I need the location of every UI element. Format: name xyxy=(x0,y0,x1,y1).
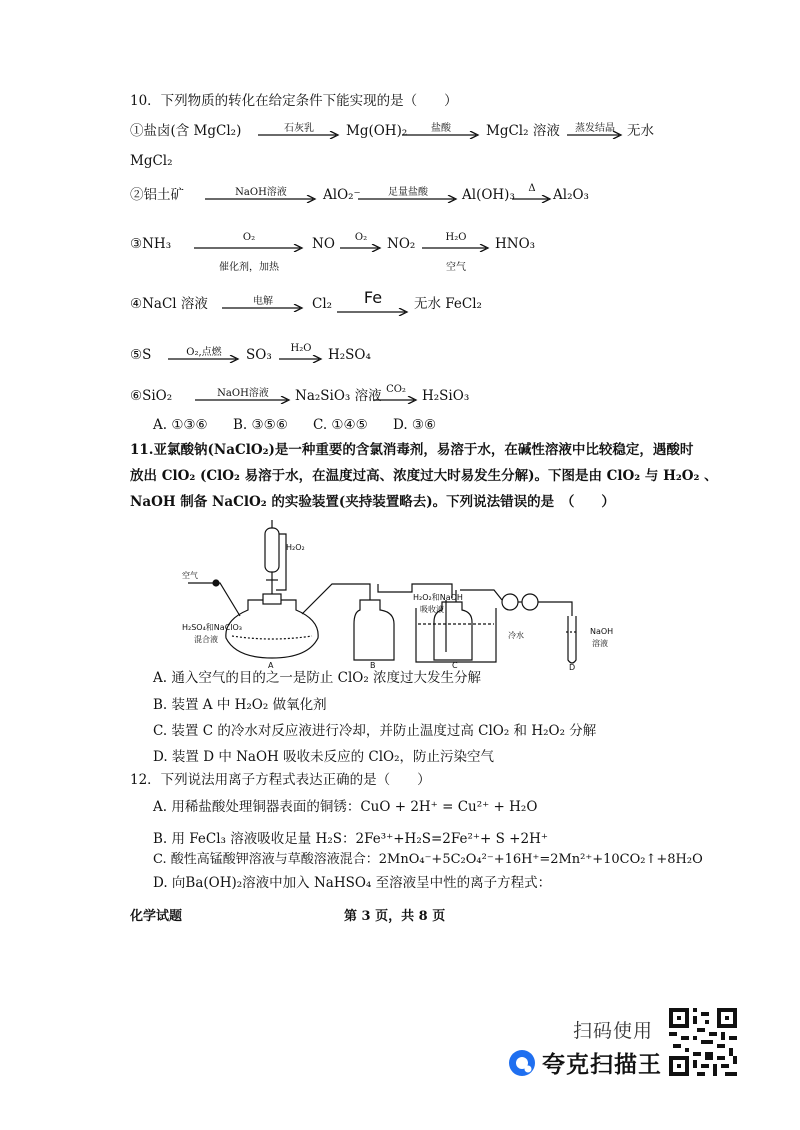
footer-subject: 化学试题 xyxy=(130,909,183,924)
q12-option-b: B. 用 FeCl₃ 溶液吸收足量 H₂S：2Fe³⁺+H₂S=2Fe²⁺+ S +2H⁺ xyxy=(153,831,548,847)
r3-c: NO₂ xyxy=(387,236,416,252)
r1-start: ①盐卤(含 MgCl₂) xyxy=(130,123,242,139)
r4-b: Cl₂ xyxy=(312,296,333,312)
q11-option-c: C. 装置 C 的冷水对反应液进行冷却，并防止温度过高 ClO₂ 和 H₂O₂ 分解 xyxy=(153,723,597,739)
q11-option-a: A. 通入空气的目的之一是防止 ClO₂ 浓度过大发生分解 xyxy=(153,670,482,686)
q12-option-d: D. 向Ba(OH)₂溶液中加入 NaHSO₄ 至溶液呈中性的离子方程式： xyxy=(153,875,552,891)
q11-line3: NaOH 制备 NaClO₂ 的实验装置(夹持装置略去)。下列说法错误的是 （ ） xyxy=(130,494,615,510)
r6-c: H₂SiO₃ xyxy=(422,388,470,404)
app-logo xyxy=(508,1046,662,1079)
r3-arrow2: O₂ xyxy=(340,244,382,252)
r1-arrow1: 石灰乳 xyxy=(258,131,340,139)
r1-arrow2: 盐酸 xyxy=(402,131,480,139)
r4-c: 无水 FeCl₂ xyxy=(414,296,482,312)
q10-option-b: B. ③⑤⑥ xyxy=(233,417,288,433)
r1-d2: MgCl₂ xyxy=(130,153,173,169)
label-cold: 冷水 xyxy=(508,631,524,640)
q10-option-d: D. ③⑥ xyxy=(393,417,437,433)
r2-arrow1: NaOH溶液 xyxy=(205,195,317,203)
q11-line1: 11.亚氯酸钠(NaClO₂)是一种重要的含氯消毒剂，易溶于水，在碱性溶液中比较稳定，遇酸时 xyxy=(130,442,694,458)
label-b: B xyxy=(370,661,376,670)
r5-b: SO₃ xyxy=(246,347,272,363)
r5-arrow2: H₂O xyxy=(279,355,323,363)
label-air: 空气 xyxy=(182,571,198,580)
q12-option-a: A. 用稀盐酸处理铜器表面的铜锈：CuO + 2H⁺ = Cu²⁺ + H₂O xyxy=(153,799,538,815)
r3-d: HNO₃ xyxy=(495,236,536,252)
quark-logo-icon xyxy=(508,1049,536,1077)
q12-option-c: C. 酸性高锰酸钾溶液与草酸溶液混合：2MnO₄⁻+5C₂O₄²⁻+16H⁺=2Mn²⁺+10CO₂↑+8H₂O xyxy=(153,852,703,867)
r6-arrow2: CO₂ xyxy=(374,396,418,404)
arrow-right-icon xyxy=(194,244,304,252)
arrow-right-icon xyxy=(279,355,323,363)
q11-line2: 放出 ClO₂ (ClO₂ 易溶于水，在温度过高、浓度过大时易发生分解)。下图是由 ClO₂ 与 H₂O₂ 、 xyxy=(130,468,718,484)
qr-code-icon[interactable] xyxy=(669,1008,737,1076)
arrow-right-icon xyxy=(422,244,490,252)
label-naoh2: 溶液 xyxy=(592,639,608,648)
r1-c: MgCl₂ 溶液 xyxy=(486,123,560,139)
r4-arrow1: 电解 xyxy=(222,304,304,312)
r5-arrow1: O₂,点燃 xyxy=(168,355,240,363)
r2-b: AlO₂⁻ xyxy=(323,187,361,203)
label-a: A xyxy=(268,661,274,670)
footer-page: 第 3 页，共 8 页 xyxy=(344,909,446,924)
q11-option-d: D. 装置 D 中 NaOH 吸收未反应的 ClO₂，防止污染空气 xyxy=(153,749,495,765)
q10-option-a: A. ①③⑥ xyxy=(153,417,208,433)
apparatus-figure xyxy=(180,520,650,670)
r4-start: ④NaCl 溶液 xyxy=(130,296,208,312)
q10-option-c: C. ①④⑤ xyxy=(313,417,368,433)
q11-option-b: B. 装置 A 中 H₂O₂ 做氧化剂 xyxy=(153,697,327,713)
r4-arrow2: Fe xyxy=(337,308,409,316)
arrow-right-icon xyxy=(512,195,552,203)
arrow-right-icon xyxy=(340,244,382,252)
r2-start: ②铝土矿 xyxy=(130,187,184,203)
r2-arrow2: 足量盐酸 xyxy=(358,195,458,203)
label-c: C xyxy=(452,661,458,670)
r1-b: Mg(OH)₂ xyxy=(346,123,408,139)
label-mix1: H₂SO₄和NaClO₃ xyxy=(182,623,243,632)
r3-b: NO xyxy=(312,236,335,252)
label-d: D xyxy=(569,663,576,670)
r2-arrow3: Δ xyxy=(512,195,552,203)
r3-arrow3: H₂O 空气 xyxy=(422,244,490,252)
r5-c: H₂SO₄ xyxy=(328,347,371,363)
r3-start: ③NH₃ xyxy=(130,236,172,252)
label-mix2: 混合液 xyxy=(194,635,218,644)
r2-c: Al(OH)₃ xyxy=(462,187,515,203)
r6-start: ⑥SiO₂ xyxy=(130,388,173,404)
r1-arrow3: 蒸发结晶 xyxy=(567,131,623,139)
q10-stem: 10．下列物质的转化在给定条件下能实现的是（ ） xyxy=(130,93,458,109)
r2-d: Al₂O₃ xyxy=(553,187,589,203)
label-naoh1: NaOH xyxy=(590,627,614,636)
r1-d: 无水 xyxy=(627,123,654,139)
app-name: 夸克扫描王 xyxy=(542,1052,662,1078)
label-h2o2: H₂O₂ xyxy=(286,543,305,552)
scan-to-use-text: 扫码使用 xyxy=(573,1020,654,1042)
r5-start: ⑤S xyxy=(130,347,152,363)
label-abs2: 吸收液 xyxy=(420,605,444,614)
r3-arrow1: O₂ 催化剂，加热 xyxy=(194,244,304,252)
r6-b: Na₂SiO₃ 溶液 xyxy=(295,388,382,404)
r6-arrow1: NaOH溶液 xyxy=(195,396,291,404)
q12-stem: 12．下列说法用离子方程式表达正确的是（ ） xyxy=(130,772,431,788)
label-abs1: H₂O₂和NaOH xyxy=(413,593,463,602)
arrow-right-icon xyxy=(374,396,418,404)
arrow-right-icon xyxy=(337,308,409,316)
